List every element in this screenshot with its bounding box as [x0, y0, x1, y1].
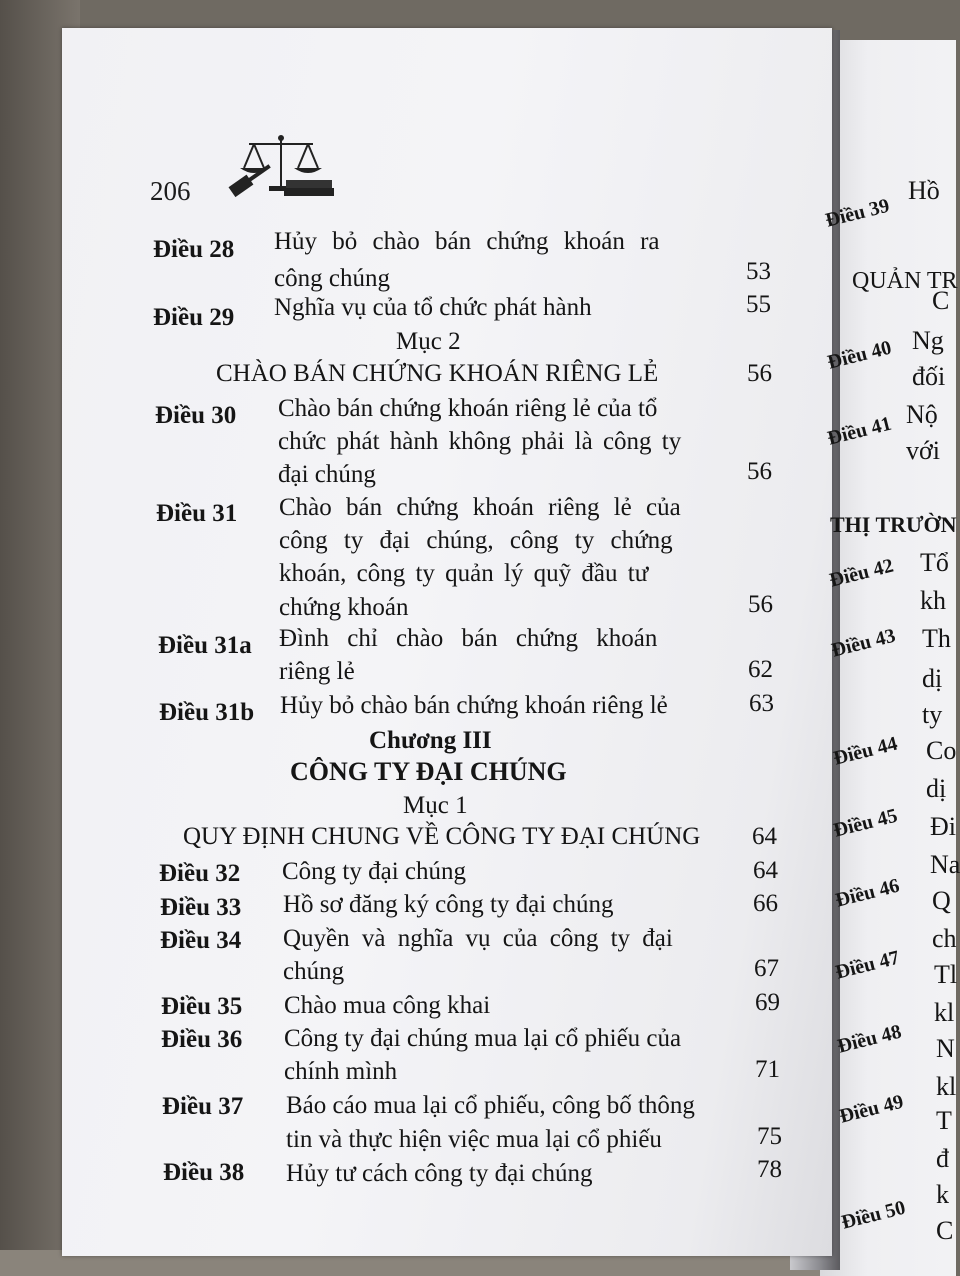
- right-toc-text: Na: [930, 850, 960, 879]
- toc-text: chính mình: [284, 1058, 398, 1085]
- section-title: QUY ĐỊNH CHUNG VỀ CÔNG TY ĐẠI CHÚNG: [183, 823, 701, 850]
- toc-text: riêng lẻ: [279, 658, 355, 685]
- toc-label: Điều 33: [160, 894, 242, 921]
- right-toc-label: Điều 45: [831, 804, 900, 842]
- toc-label: Điều 32: [159, 860, 241, 887]
- toc-text: Chào bán chứng khoán riêng lẻ của tổ: [278, 395, 658, 422]
- right-toc-label: Điều 40: [825, 336, 894, 374]
- toc-text: Nghĩa vụ của tổ chức phát hành: [274, 294, 592, 321]
- toc-page: 78: [757, 1156, 782, 1183]
- right-toc-label: Điều 42: [827, 554, 896, 592]
- toc-text: chứng khoán: [279, 594, 409, 621]
- section-heading: Mục 2: [396, 328, 461, 355]
- toc-page: 75: [757, 1123, 782, 1150]
- right-toc-text: QUẢN TR: [852, 268, 958, 294]
- toc-text: Quyền và nghĩa vụ của công ty đại: [283, 925, 673, 952]
- right-toc-text: Tl: [934, 960, 958, 989]
- right-toc-text: k: [936, 1180, 949, 1209]
- toc-label: Điều 31b: [159, 699, 255, 726]
- right-toc-text: ty: [922, 700, 943, 729]
- right-toc-label: Điều 47: [833, 946, 902, 984]
- right-toc-label: Điều 43: [829, 624, 898, 662]
- right-toc-text: dị: [922, 664, 943, 693]
- right-toc-label: Điều 44: [831, 732, 900, 770]
- section-heading: Mục 1: [403, 792, 468, 819]
- toc-page: 56: [747, 458, 772, 485]
- toc-page: 64: [753, 857, 778, 884]
- right-toc-text: Hồ: [908, 176, 940, 205]
- right-toc-text: Ng: [912, 326, 944, 355]
- page-number: 206: [150, 176, 191, 206]
- toc-label: Điều 38: [163, 1159, 245, 1186]
- toc-label: Điều 30: [155, 402, 237, 429]
- toc-page: 66: [753, 890, 778, 917]
- right-toc-text: đối: [912, 362, 946, 391]
- toc-page: 55: [746, 291, 771, 318]
- chapter-number: Chương III: [369, 727, 492, 754]
- right-toc-text: C: [932, 286, 950, 315]
- toc-text: Báo cáo mua lại cổ phiếu, công bố thông: [286, 1092, 695, 1119]
- toc-text: Hồ sơ đăng ký công ty đại chúng: [283, 891, 614, 918]
- chapter-title: CÔNG TY ĐẠI CHÚNG: [290, 757, 567, 786]
- toc-page: 56: [748, 591, 773, 618]
- right-toc-text: Đi: [930, 812, 956, 841]
- right-section-title: THỊ TRƯỜN: [830, 512, 957, 537]
- toc-text: Đình chỉ chào bán chứng khoán: [279, 625, 658, 652]
- toc-page: 63: [749, 690, 774, 717]
- toc-label: Điều 31: [156, 500, 238, 527]
- right-toc-text: ch: [932, 924, 957, 953]
- toc-text: Chào mua công khai: [284, 992, 491, 1019]
- toc-page: 64: [752, 823, 777, 850]
- toc-text: công chúng: [274, 265, 390, 292]
- right-toc-text: Co: [926, 736, 957, 765]
- right-toc-label: Điều 41: [825, 412, 894, 450]
- right-toc-label: Điều 50: [839, 1196, 908, 1234]
- toc-page: 71: [755, 1056, 780, 1083]
- toc-label: Điều 35: [161, 993, 243, 1020]
- right-toc-text: đ: [936, 1144, 949, 1173]
- toc-text: công ty đại chúng, công ty chứng: [279, 527, 673, 554]
- toc-text: Công ty đại chúng mua lại cổ phiếu của: [284, 1025, 682, 1052]
- toc-text: đại chúng: [278, 461, 376, 488]
- right-toc-text: Tổ: [920, 548, 949, 577]
- right-toc-text: C: [936, 1216, 954, 1245]
- toc-page: 69: [755, 989, 780, 1016]
- toc-page: 67: [754, 955, 779, 982]
- toc-label: Điều 31a: [158, 632, 252, 659]
- toc-page: 62: [748, 656, 773, 683]
- right-toc-label: Điều 48: [835, 1020, 904, 1058]
- toc-label: Điều 34: [160, 927, 242, 954]
- toc-label: Điều 28: [153, 236, 235, 263]
- section-title: CHÀO BÁN CHỨNG KHOÁN RIÊNG LẺ: [216, 360, 659, 387]
- right-toc-text: N: [936, 1034, 955, 1063]
- toc-text: chúng: [283, 958, 345, 985]
- toc-text: Chào bán chứng khoán riêng lẻ của: [279, 494, 681, 521]
- right-toc-text: kl: [936, 1072, 957, 1101]
- toc-page: 56: [747, 360, 772, 387]
- right-toc-label: Điều 46: [833, 874, 902, 912]
- toc-text: khoán, công ty quản lý quỹ đầu tư: [279, 560, 649, 587]
- right-toc-text: kl: [934, 998, 955, 1027]
- right-toc-text: T: [936, 1106, 952, 1135]
- toc-text: Công ty đại chúng: [282, 858, 467, 885]
- right-toc-text: dị: [926, 774, 947, 803]
- right-toc-text: với: [906, 436, 940, 465]
- toc-label: Điều 37: [162, 1093, 244, 1120]
- toc-text: chức phát hành không phải là công ty: [278, 428, 682, 455]
- toc-label: Điều 29: [153, 304, 235, 331]
- right-toc-label: Điều 49: [837, 1090, 906, 1128]
- toc-text: Hủy bỏ chào bán chứng khoán ra: [274, 228, 660, 255]
- right-toc-text: kh: [920, 586, 946, 615]
- toc-label: Điều 36: [161, 1026, 243, 1053]
- toc-text: Hủy bỏ chào bán chứng khoán riêng lẻ: [280, 692, 668, 719]
- right-toc-text: Nộ: [906, 400, 938, 429]
- toc-text: Hủy tư cách công ty đại chúng: [286, 1160, 593, 1187]
- right-toc-label: Điều 39: [823, 194, 892, 232]
- right-toc-text: Q: [932, 886, 951, 915]
- toc-text: tin và thực hiện việc mua lại cổ phiếu: [286, 1126, 662, 1153]
- toc-page: 53: [746, 258, 771, 285]
- right-toc-text: Th: [922, 624, 951, 653]
